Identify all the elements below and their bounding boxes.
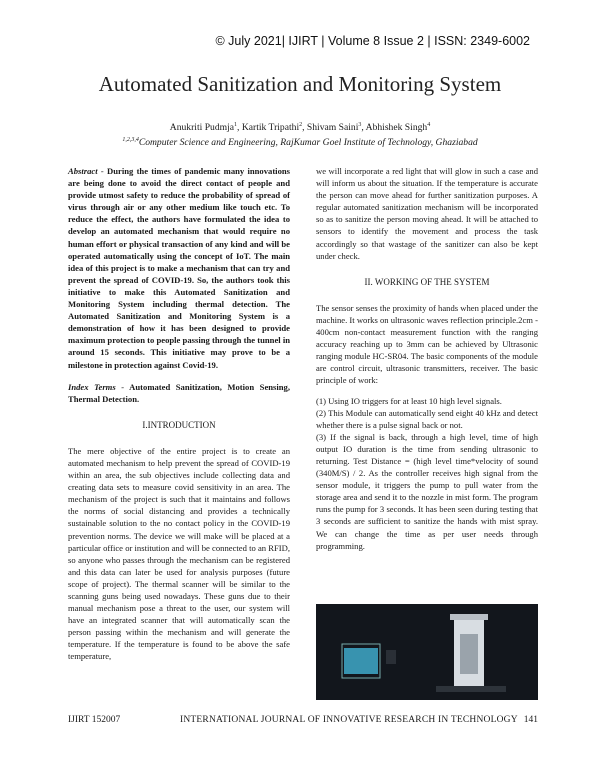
system-photo-figure [316, 604, 538, 700]
author-sup: 4 [427, 122, 431, 128]
abstract-label: Abstract - [68, 166, 104, 176]
index-terms [68, 381, 290, 405]
footer-id: IJIRT 152007 [68, 715, 121, 725]
author-sup: 1 [234, 122, 238, 128]
author-name: Kartik Tripathi [241, 122, 300, 134]
device-left-panel [344, 648, 378, 674]
author-name: Abhishek Singh [365, 122, 428, 134]
author-sup: 3 [358, 122, 362, 128]
section-heading-working: II. WORKING OF THE SYSTEM [364, 276, 490, 287]
section-heading-introduction: I.INTRODUCTION [142, 419, 216, 430]
author-sup: 2 [299, 122, 303, 128]
affiliation-sup: 1,2,3,4 [122, 137, 139, 143]
introduction-text: The mere objective of the entire project is to create an automated mechanism to help prevent the spread of COVID-19 within an area, the sub objectives include collecting data and creating data sets to measure covid sensitivity in an area. The mechanism of the project is such that it maintains and follows the norms of social distancing and provides a technically sustainable solution to the no contact policy in the COVID-19 prevention norms. The device we will make will be placed at a particular office or institution and will be connected to an RFID, so anyone who passes through the mechanism can be registered and this data can later be used for analysis purposes (future scope of project). The thermal scanner will be similar to the scanning guns being used nowadays. These guns due to their manual mechanism pose a threat to the user, our system will have an integrated scanner that will automatically scan the person passing within the mechanism and will generate the temperature. If the temperature is found to be above the safe temperature, [68, 445, 290, 662]
list-item: (1) Using IO triggers for at least 10 high level signals. [316, 395, 502, 406]
list-item: (2) This Module can automatically send eight 40 kHz and detect whether there is a pulse signal back or not. [316, 407, 538, 430]
device-small-box [386, 650, 396, 664]
abstract-text: During the times of pandemic many innovations are being done to avoid the direct contact of people and provide utmost safety to reduce the probability of spread of virus through air or any other medium like touch etc. To reduce the effect, the authors have formulated the idea to develop an automated mechanism that would require no human effort or physical transaction of any kind and will be operated automatically using the concept of IoT. The main idea of this project is to make a mechanism that can try and prevent the spread of COVID-19. So, the authors took this initiative to make this Automated Sanitization and Monitoring System including thermal detection. The Automated Sanitization and Monitoring System is a demonstration of how it has been designed to provide maximum protection to people passing through the tunnel in around 15 seconds. This initiative may prove to be a milestone in protection against Covid-19. [68, 166, 290, 370]
index-terms-text: Automated Sanitization, Motion Sensing, Thermal Detection. [68, 381, 290, 404]
device-tower-top [450, 614, 488, 620]
author-name: Anukriti Pudmja [169, 122, 235, 134]
page-number: 141 [523, 715, 538, 725]
author-list: Anukriti Pudmja$^1$, Kartik Tripathi$^2$, Shivam Saini$^3$, Abhishek Singh$^4$ [169, 122, 431, 134]
list-item: (3) If the signal is back, through a high level, time of high output IO duration is the time from sending ultrasonic to returning. Test Distance = (high level time*velocity of sound (340M/S) / 2. As the controller receives high signal from the sensor module, it triggers the pump to pull water from the storage area and send it to the nozzle in mist form. The program runs the pump for 3 seconds. It has been seen during testing that 3 seconds are sufficient to sanitize the hands with mist spray. We can change the time as per user needs through programming. [316, 431, 538, 551]
paper-title: Automated Sanitization and Monitoring System [98, 72, 502, 96]
affiliation [0, 137, 600, 148]
left-column [68, 165, 290, 671]
introduction-continued-text: we will incorporate a red light that will glow in such a case and will inform us about the situation. If the temperature is accurate the person can move ahead for further sanitization purposes. A regular automated sanitization mechanism will be incorporated so as to sanitize the person moving ahead. It will be attached to sensors to identify the movement and process the task accordingly so that wastage of the sanitizer can also be kept under check. [316, 166, 538, 261]
journal-header: © July 2021| IJIRT | Volume 8 Issue 2 | ISSN: 2349-6002 [215, 34, 530, 48]
footer-journal-name: INTERNATIONAL JOURNAL OF INNOVATIVE RESEARCH IN TECHNOLOGY [180, 715, 518, 725]
author-name: Shivam Saini [306, 122, 359, 134]
affiliation-text: Computer Science and Engineering, RajKumar Goel Institute of Technology, Ghaziabad [138, 137, 478, 149]
right-column [316, 165, 538, 552]
device-tower-window [460, 634, 478, 674]
abstract [68, 165, 290, 371]
device-base [436, 686, 506, 692]
working-text: The sensor senses the proximity of hands when placed under the machine. It works on ultrasonic waves reflection principle.2cm - 400cm non-contact measurement function with the ranging accuracy reaching up to 3mm can be achieved by Ultrasonic ranging module HC-SR04. The basic components of the module are control circuit, ultrasonic transmitters, receiver. The basic principle of work: [316, 302, 538, 386]
index-terms-label: Index Terms - [68, 381, 125, 392]
